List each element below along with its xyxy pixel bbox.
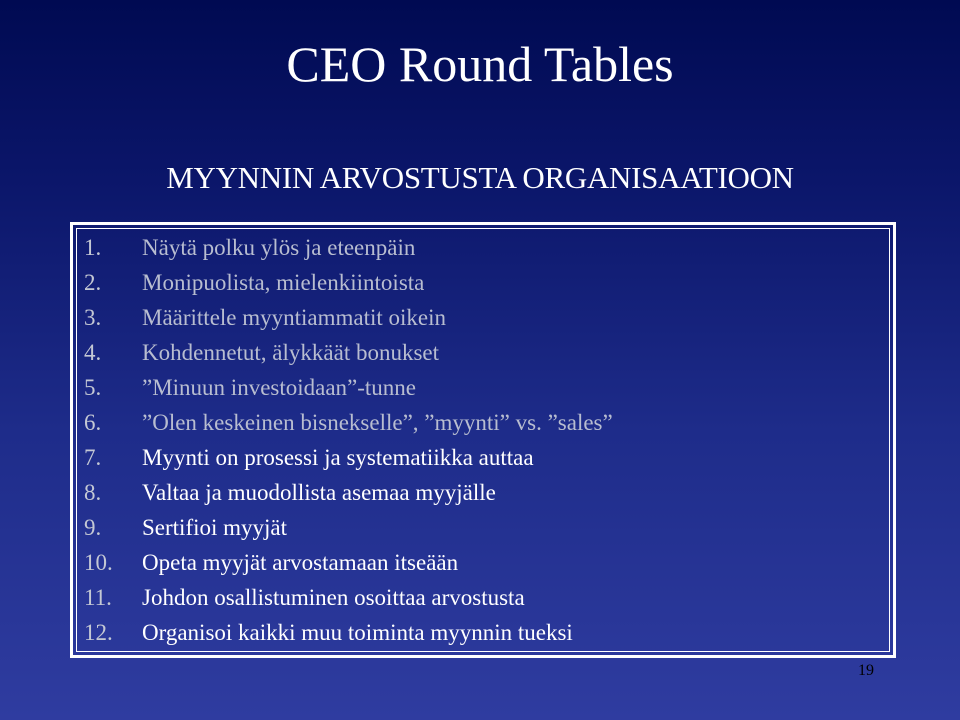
list-item-text: Kohdennetut, älykkäät bonukset (142, 340, 440, 365)
list-item-text: ”Olen keskeinen bisnekselle”, ”myynti” vs. ”sales” (142, 410, 613, 435)
numbered-list (84, 230, 613, 650)
list-item-number: 8. (84, 480, 102, 505)
list-item (84, 230, 613, 265)
list-item-text: Opeta myyjät arvostamaan itseään (142, 550, 459, 575)
list-item (84, 475, 613, 510)
list-item-number: 6. (84, 410, 102, 435)
page-number: 19 (858, 662, 874, 679)
list-item (84, 545, 613, 580)
list-item (84, 440, 613, 475)
list-item-text: Sertifioi myyjät (142, 515, 288, 540)
list-item (84, 510, 613, 545)
list-item-number: 3. (84, 305, 102, 330)
list-item (84, 405, 613, 440)
list-item-number: 10. (84, 550, 113, 575)
list-item-number: 7. (84, 445, 102, 470)
list-item-number: 5. (84, 375, 102, 400)
list-item-number: 1. (84, 235, 102, 260)
list-item (84, 300, 613, 335)
list-item-text: Myynti on prosessi ja systematiikka auttaa (142, 445, 534, 470)
list-item (84, 265, 613, 300)
slide-title: CEO Round Tables (286, 36, 674, 92)
list-item (84, 335, 613, 370)
list-item-text: ”Minuun investoidaan”-tunne (142, 375, 417, 400)
list-item-text: Valtaa ja muodollista asemaa myyjälle (142, 480, 496, 505)
list-item-text: Näytä polku ylös ja eteenpäin (142, 235, 416, 260)
list-item (84, 580, 613, 615)
list-item-text: Organisoi kaikki muu toiminta myynnin tueksi (142, 620, 573, 645)
list-item-number: 12. (84, 620, 113, 645)
list-item-number: 11. (84, 585, 112, 610)
list-item-text: Monipuolista, mielenkiintoista (142, 270, 425, 295)
list-item-number: 4. (84, 340, 102, 365)
list-item (84, 615, 613, 650)
list-item-number: 9. (84, 515, 102, 540)
slide-subtitle: MYYNNIN ARVOSTUSTA ORGANISAATIOON (166, 160, 794, 195)
list-item-text: Määrittele myyntiammatit oikein (142, 305, 447, 330)
list-item-number: 2. (84, 270, 102, 295)
list-item-text: Johdon osallistuminen osoittaa arvostusta (142, 585, 525, 610)
list-item (84, 370, 613, 405)
